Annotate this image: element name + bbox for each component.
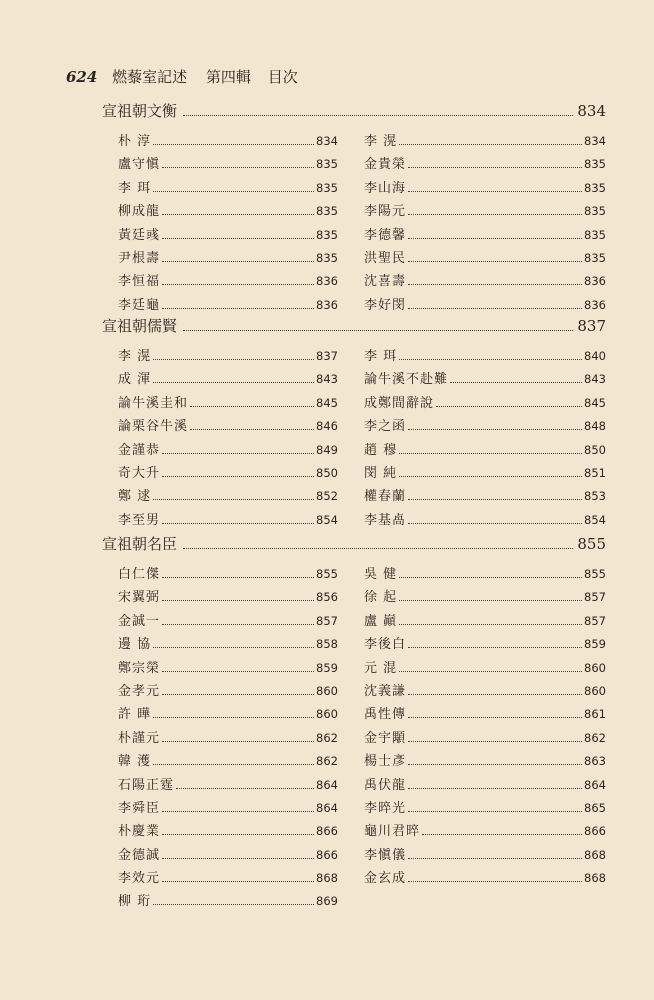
- leader-dots: [183, 548, 573, 549]
- entry-page: 857: [316, 613, 338, 628]
- leader-dots: [153, 764, 314, 765]
- leader-dots: [183, 330, 573, 331]
- entry-page: 864: [316, 800, 338, 815]
- entry-name: 吳 健: [364, 567, 398, 582]
- toc-entry: [364, 130, 606, 153]
- entry-page: 834: [316, 134, 338, 148]
- toc-entry: [118, 177, 338, 200]
- entry-page: 866: [316, 824, 338, 839]
- toc-entry: [118, 462, 338, 485]
- page-number: 624: [66, 68, 98, 86]
- entry-name: 閔 純: [364, 465, 398, 481]
- entry-page: 840: [584, 349, 606, 363]
- entry-name: 李效元: [118, 871, 161, 887]
- leader-dots: [153, 359, 314, 360]
- leader-dots: [153, 191, 314, 192]
- toc-entry: [364, 610, 606, 633]
- toc-entry: [364, 462, 606, 485]
- leader-dots: [162, 811, 314, 812]
- leader-dots: [162, 476, 314, 477]
- toc-entry: [118, 270, 338, 293]
- leader-dots: [162, 881, 314, 882]
- toc-entry: [364, 797, 606, 820]
- entry-name: 成鄭間辭說: [364, 395, 435, 411]
- entry-page: 868: [584, 847, 606, 862]
- toc-entry: [364, 563, 606, 586]
- toc-entry: [118, 586, 338, 609]
- entry-page: 861: [584, 707, 606, 722]
- entry-page: 836: [584, 297, 606, 312]
- entry-columns: [102, 130, 606, 317]
- entry-name: 李晬光: [364, 800, 407, 816]
- entry-page: 862: [584, 730, 606, 745]
- leader-dots: [399, 359, 582, 360]
- entry-page: 835: [316, 204, 338, 219]
- entry-page: 853: [584, 489, 606, 504]
- entry-page: 865: [584, 800, 606, 815]
- entry-page: 862: [316, 730, 338, 745]
- leader-dots: [162, 834, 314, 835]
- leader-dots: [399, 671, 582, 672]
- entry-page: 851: [584, 465, 606, 480]
- entry-name: 宋翼弼: [118, 590, 161, 606]
- entry-name: 李 珥: [118, 180, 152, 196]
- toc-entry: [364, 820, 606, 843]
- entry-page: 855: [316, 567, 338, 581]
- leader-dots: [162, 308, 314, 309]
- section-title: 宣祖朝文衡: [102, 102, 178, 120]
- entry-name: 徐 起: [364, 590, 398, 606]
- leader-dots: [408, 523, 582, 524]
- leader-dots: [408, 694, 582, 695]
- entry-page: 854: [584, 512, 606, 527]
- entry-page: 835: [584, 180, 606, 195]
- toc-entry: [118, 610, 338, 633]
- entry-name: 金誠一: [118, 613, 161, 629]
- leader-dots: [408, 191, 582, 192]
- entry-name: 朴謹元: [118, 730, 161, 746]
- entry-page: 850: [584, 442, 606, 457]
- entry-name: 李之函: [364, 419, 407, 435]
- entry-name: 金德誠: [118, 847, 161, 863]
- entry-name: 尹根壽: [118, 250, 161, 266]
- entry-name: 奇大升: [118, 465, 161, 481]
- toc-entry: [364, 485, 606, 508]
- toc-entry: [118, 774, 338, 797]
- contents-label: 目次: [267, 68, 298, 86]
- toc-entry: [118, 657, 338, 680]
- entry-page: 845: [584, 395, 606, 410]
- entry-page: 866: [584, 824, 606, 839]
- entry-page: 852: [316, 489, 338, 504]
- toc-entry: [118, 485, 338, 508]
- leader-dots: [408, 741, 582, 742]
- entry-page: 858: [316, 637, 338, 652]
- leader-dots: [408, 429, 582, 430]
- toc-entry: [364, 224, 606, 247]
- leader-dots: [190, 429, 314, 430]
- entry-name: 朴慶業: [118, 824, 161, 840]
- leader-dots: [162, 261, 314, 262]
- entry-page: 849: [316, 442, 338, 457]
- entry-name: 論栗谷牛溪: [118, 419, 189, 435]
- section-page: 837: [577, 317, 606, 335]
- entry-name: 趙 穆: [364, 442, 398, 458]
- entry-page: 835: [316, 227, 338, 242]
- entry-name: 金謹恭: [118, 442, 161, 458]
- entry-name: 龜川君晬: [364, 824, 421, 840]
- entry-column-left: [118, 345, 338, 532]
- entry-name: 論牛溪圭和: [118, 395, 189, 411]
- toc-entry: [118, 247, 338, 270]
- toc-entry: [364, 657, 606, 680]
- toc-entry: [364, 633, 606, 656]
- entry-page: 857: [584, 590, 606, 605]
- leader-dots: [153, 144, 314, 145]
- leader-dots: [408, 238, 582, 239]
- toc-entry: [364, 247, 606, 270]
- toc-entry: [118, 890, 338, 913]
- leader-dots: [408, 499, 582, 500]
- toc-entry: [364, 294, 606, 317]
- entry-name: 李至男: [118, 512, 161, 528]
- entry-name: 李恒福: [118, 274, 161, 290]
- toc-entry: [118, 750, 338, 773]
- entry-name: 盧 巓: [364, 613, 398, 629]
- entry-name: 成 渾: [118, 372, 152, 388]
- entry-page: 860: [316, 707, 338, 722]
- section-page: 834: [577, 102, 606, 120]
- toc-entry: [118, 130, 338, 153]
- entry-columns: [102, 345, 606, 532]
- toc-entry: [364, 270, 606, 293]
- entry-name: 邊 協: [118, 637, 152, 653]
- entry-name: 洪聖民: [364, 250, 407, 266]
- toc-entry: [118, 415, 338, 438]
- entry-page: 855: [584, 567, 606, 581]
- leader-dots: [399, 476, 582, 477]
- entry-page: 854: [316, 512, 338, 527]
- entry-page: 857: [584, 613, 606, 628]
- entry-page: 848: [584, 419, 606, 434]
- leader-dots: [153, 647, 314, 648]
- entry-page: 856: [316, 590, 338, 605]
- entry-column-right: [364, 345, 606, 532]
- leader-dots: [190, 406, 314, 407]
- entry-name: 沈義謙: [364, 683, 407, 699]
- leader-dots: [162, 671, 314, 672]
- entry-page: 836: [316, 274, 338, 289]
- section-heading: [102, 533, 606, 555]
- entry-name: 李後白: [364, 637, 407, 653]
- entry-page: 835: [316, 180, 338, 195]
- leader-dots: [408, 261, 582, 262]
- leader-dots: [408, 764, 582, 765]
- leader-dots: [399, 577, 582, 578]
- leader-dots: [162, 741, 314, 742]
- toc-entry: [364, 586, 606, 609]
- leader-dots: [408, 284, 582, 285]
- toc-entry: [118, 820, 338, 843]
- entry-page: 835: [584, 157, 606, 172]
- toc-entry: [364, 439, 606, 462]
- entry-name: 柳成龍: [118, 204, 161, 220]
- leader-dots: [162, 624, 314, 625]
- toc-entry: [364, 392, 606, 415]
- entry-page: 864: [584, 777, 606, 792]
- leader-dots: [162, 858, 314, 859]
- leader-dots: [162, 214, 314, 215]
- toc-entry: [118, 200, 338, 223]
- toc-entry: [118, 509, 338, 532]
- entry-name: 李好閔: [364, 297, 407, 313]
- entry-name: 石陽正霆: [118, 777, 175, 793]
- entry-page: 866: [316, 847, 338, 862]
- entry-name: 盧守愼: [118, 157, 161, 173]
- entry-columns: [102, 563, 606, 914]
- entry-page: 868: [316, 871, 338, 886]
- entry-page: 843: [316, 372, 338, 387]
- entry-page: 864: [316, 777, 338, 792]
- section-heading: [102, 315, 606, 337]
- toc-entry: [364, 153, 606, 176]
- entry-page: 860: [584, 683, 606, 698]
- entry-name: 柳 珩: [118, 894, 152, 910]
- entry-page: 837: [316, 349, 338, 363]
- entry-name: 鄭宗榮: [118, 660, 161, 676]
- leader-dots: [399, 453, 582, 454]
- entry-name: 論牛溪不赴難: [364, 372, 449, 388]
- leader-dots: [408, 214, 582, 215]
- toc-entry: [364, 177, 606, 200]
- leader-dots: [162, 694, 314, 695]
- toc-entry: [118, 797, 338, 820]
- entry-column-right: [364, 130, 606, 317]
- entry-page: 846: [316, 419, 338, 434]
- entry-page: 863: [584, 754, 606, 769]
- entry-name: 元 混: [364, 660, 398, 676]
- toc-entry: [364, 703, 606, 726]
- entry-name: 鄭 逑: [118, 489, 152, 505]
- entry-name: 韓 濩: [118, 754, 152, 770]
- entry-page: 860: [316, 683, 338, 698]
- entry-name: 黃廷彧: [118, 227, 161, 243]
- toc-entry: [364, 680, 606, 703]
- entry-name: 金孝元: [118, 683, 161, 699]
- section-heading: [102, 100, 606, 122]
- entry-page: 868: [584, 871, 606, 886]
- toc-section: [102, 315, 606, 532]
- entry-name: 禹伏龍: [364, 777, 407, 793]
- leader-dots: [408, 811, 582, 812]
- entry-page: 850: [316, 465, 338, 480]
- entry-page: 836: [316, 297, 338, 312]
- entry-column-left: [118, 563, 338, 914]
- entry-name: 金貴榮: [364, 157, 407, 173]
- entry-name: 白仁傑: [118, 567, 161, 582]
- entry-page: 860: [584, 660, 606, 675]
- section-title: 宣祖朝名臣: [102, 535, 178, 553]
- toc-entry: [118, 392, 338, 415]
- toc-section: [102, 533, 606, 914]
- entry-name: 權春蘭: [364, 489, 407, 505]
- entry-name: 朴 淳: [118, 134, 152, 149]
- leader-dots: [422, 834, 582, 835]
- entry-page: 843: [584, 372, 606, 387]
- entry-name: 李舜臣: [118, 800, 161, 816]
- entry-page: 835: [584, 204, 606, 219]
- leader-dots: [162, 523, 314, 524]
- leader-dots: [408, 308, 582, 309]
- entry-name: 李 珥: [364, 349, 398, 364]
- entry-name: 楊士彥: [364, 754, 407, 770]
- toc-entry: [364, 415, 606, 438]
- entry-page: 835: [316, 157, 338, 172]
- entry-page: 869: [316, 894, 338, 909]
- toc-entry: [118, 703, 338, 726]
- toc-entry: [118, 345, 338, 368]
- leader-dots: [176, 788, 314, 789]
- leader-dots: [153, 904, 314, 905]
- toc-entry: [118, 633, 338, 656]
- leader-dots: [183, 115, 573, 116]
- toc-entry: [364, 750, 606, 773]
- entry-page: 836: [584, 274, 606, 289]
- entry-column-left: [118, 130, 338, 317]
- leader-dots: [162, 600, 314, 601]
- entry-name: 沈喜壽: [364, 274, 407, 290]
- leader-dots: [399, 624, 582, 625]
- toc-entry: [118, 563, 338, 586]
- toc-section: [102, 100, 606, 317]
- toc-entry: [364, 345, 606, 368]
- leader-dots: [408, 647, 582, 648]
- toc-entry: [364, 509, 606, 532]
- entry-name: 李 滉: [364, 134, 398, 149]
- entry-page: 845: [316, 395, 338, 410]
- toc-entry: [118, 439, 338, 462]
- entry-name: 許 曄: [118, 707, 152, 723]
- leader-dots: [436, 406, 582, 407]
- entry-name: 金宇顒: [364, 730, 407, 746]
- toc-entry: [364, 727, 606, 750]
- leader-dots: [162, 577, 314, 578]
- toc-entry: [118, 153, 338, 176]
- leader-dots: [399, 144, 582, 145]
- section-title: 宣祖朝儒賢: [102, 317, 178, 335]
- entry-page: 859: [316, 660, 338, 675]
- entry-name: 禹性傳: [364, 707, 407, 723]
- toc-entry: [118, 294, 338, 317]
- entry-name: 李愼儀: [364, 847, 407, 863]
- volume-label: 第四輯: [205, 68, 251, 86]
- entry-page: 859: [584, 637, 606, 652]
- page-header: [66, 66, 310, 87]
- leader-dots: [153, 382, 314, 383]
- leader-dots: [408, 717, 582, 718]
- toc-entry: [364, 774, 606, 797]
- toc-entry: [364, 368, 606, 391]
- entry-page: 835: [316, 250, 338, 265]
- toc-entry: [364, 844, 606, 867]
- leader-dots: [162, 284, 314, 285]
- entry-name: 李基卨: [364, 512, 407, 528]
- leader-dots: [153, 499, 314, 500]
- entry-name: 金玄成: [364, 871, 407, 887]
- leader-dots: [153, 717, 314, 718]
- leader-dots: [399, 600, 582, 601]
- leader-dots: [162, 453, 314, 454]
- leader-dots: [408, 881, 582, 882]
- entry-column-right: [364, 563, 606, 890]
- section-page: 855: [577, 535, 606, 553]
- entry-page: 835: [584, 250, 606, 265]
- toc-entry: [118, 727, 338, 750]
- entry-page: 834: [584, 134, 606, 148]
- entry-name: 李山海: [364, 180, 407, 196]
- leader-dots: [162, 167, 314, 168]
- entry-name: 李 滉: [118, 349, 152, 364]
- entry-name: 李廷龜: [118, 297, 161, 313]
- toc-entry: [364, 200, 606, 223]
- leader-dots: [408, 788, 582, 789]
- toc-entry: [364, 867, 606, 890]
- leader-dots: [408, 858, 582, 859]
- toc-entry: [118, 680, 338, 703]
- entry-name: 李陽元: [364, 204, 407, 220]
- entry-page: 862: [316, 754, 338, 769]
- toc-entry: [118, 224, 338, 247]
- toc-entry: [118, 368, 338, 391]
- entry-page: 835: [584, 227, 606, 242]
- leader-dots: [450, 382, 582, 383]
- entry-name: 李德馨: [364, 227, 407, 243]
- book-title: 燃藜室記述: [112, 68, 188, 86]
- toc-entry: [118, 867, 338, 890]
- leader-dots: [408, 167, 582, 168]
- leader-dots: [162, 238, 314, 239]
- toc-entry: [118, 844, 338, 867]
